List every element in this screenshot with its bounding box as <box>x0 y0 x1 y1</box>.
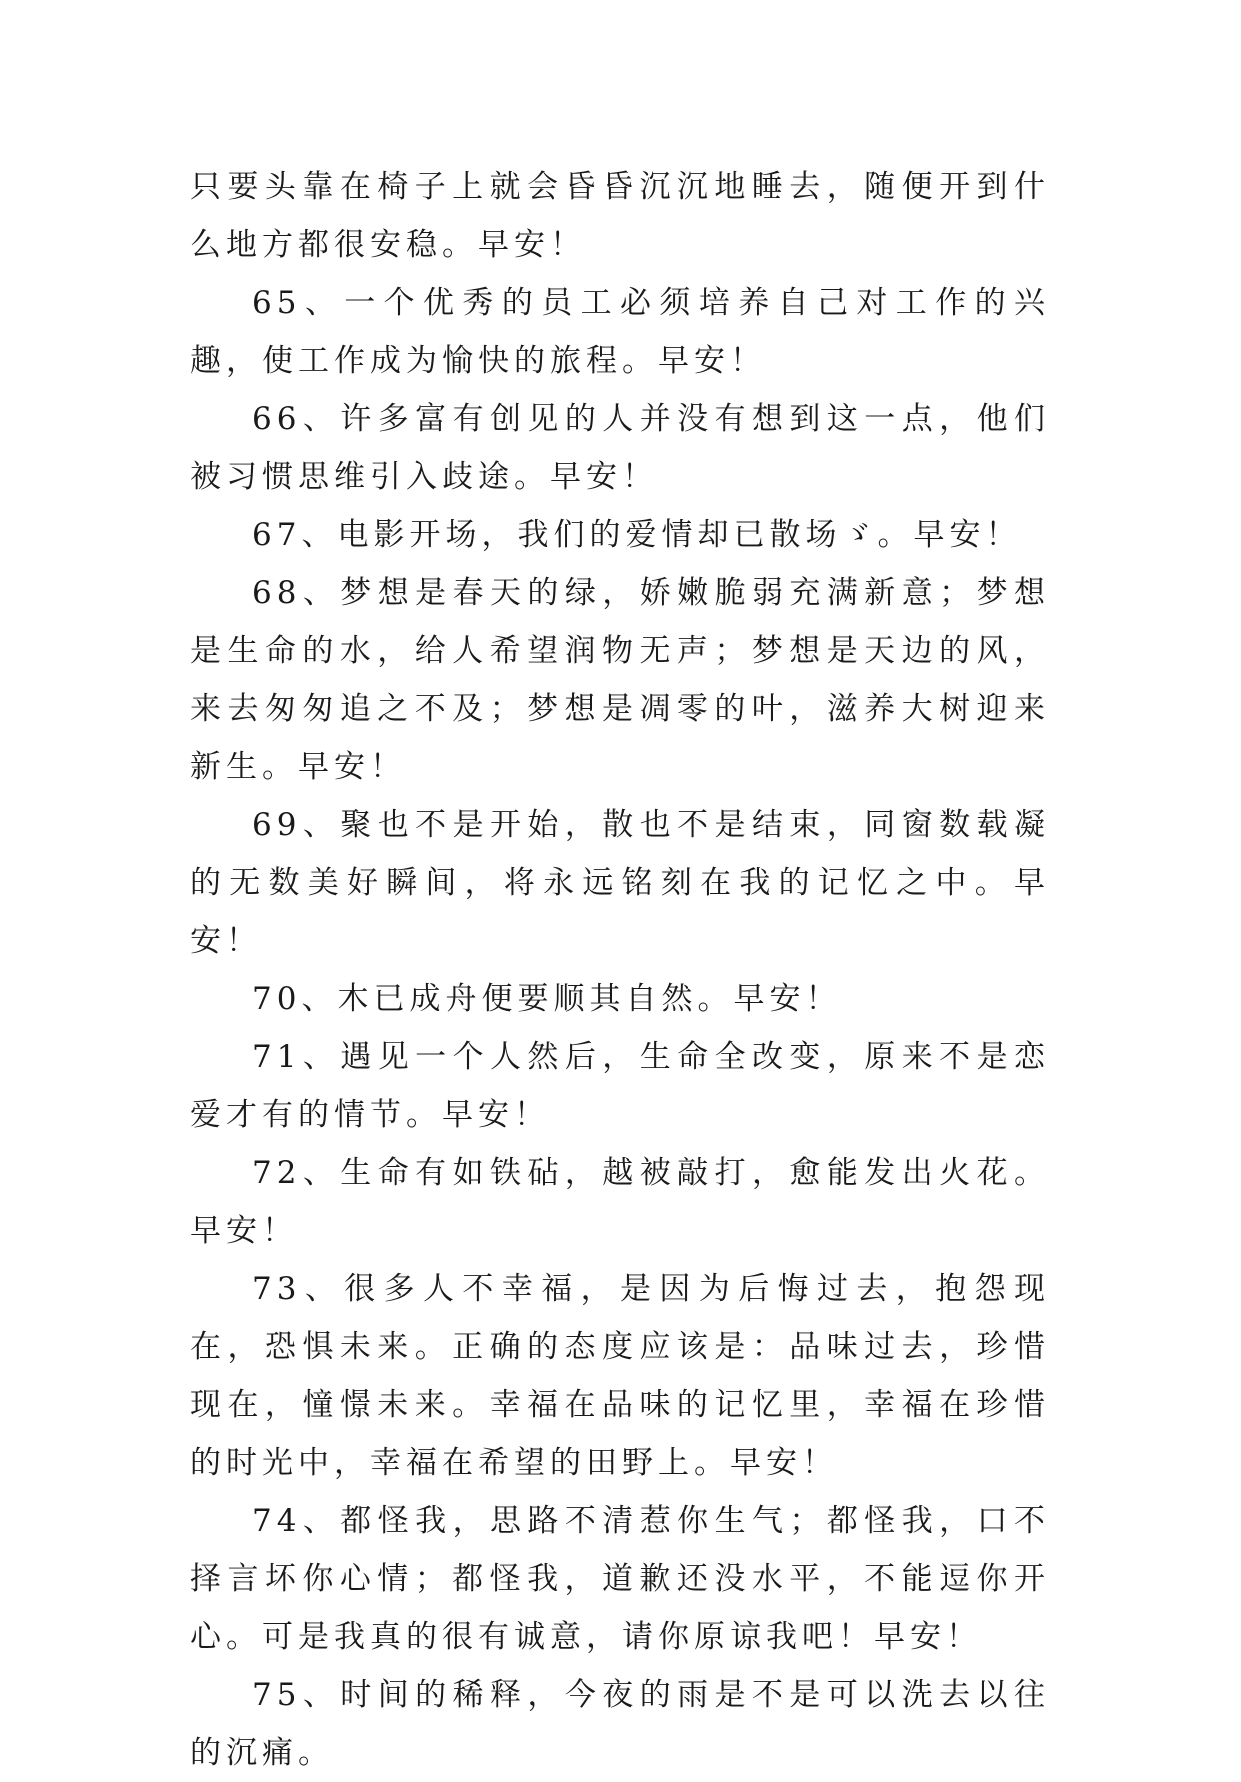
paragraph-75: 75、时间的稀释，今夜的雨是不是可以洗去以往的沉痛。 <box>190 1677 1050 1771</box>
paragraph-67: 67、电影开场，我们的爱情却已散场ゞ。早安！ <box>252 517 1022 553</box>
paragraph-70: 70、木已成舟便要顺其自然。早安！ <box>252 981 842 1017</box>
paragraph-71: 71、遇见一个人然后，生命全改变，原来不是恋爱才有的情节。早安！ <box>190 1039 1050 1133</box>
paragraph-72: 72、生命有如铁砧，越被敲打，愈能发出火花。早安！ <box>190 1155 1050 1249</box>
paragraph-68: 68、梦想是春天的绿，娇嫩脆弱充满新意；梦想是生命的水，给人希望润物无声；梦想是天边的风，来去匆匆追之不及；梦想是凋零的叶，滋养大树迎来新生。早安！ <box>190 575 1050 785</box>
paragraph-73: 73、很多人不幸福，是因为后悔过去，抱怨现在，恐惧未来。正确的态度应该是：品味过去，珍惜现在，憧憬未来。幸福在品味的记忆里，幸福在珍惜的时光中，幸福在希望的田野上。早安！ <box>190 1271 1050 1481</box>
paragraph-continuation: 只要头靠在椅子上就会昏昏沉沉地睡去，随便开到什么地方都很安稳。早安！ <box>190 169 1050 263</box>
paragraph-69: 69、聚也不是开始，散也不是结束，同窗数载凝的无数美好瞬间，将永远铭刻在我的记忆之中。早安！ <box>190 807 1050 959</box>
paragraph-65: 65、一个优秀的员工必须培养自己对工作的兴趣，使工作成为愉快的旅程。早安！ <box>190 285 1050 379</box>
document-body <box>190 158 1050 1782</box>
paragraph-66: 66、许多富有创见的人并没有想到这一点，他们被习惯思维引入歧途。早安！ <box>190 401 1050 495</box>
paragraph-74: 74、都怪我，思路不清惹你生气；都怪我，口不择言坏你心情；都怪我，道歉还没水平，不能逗你开心。可是我真的很有诚意，请你原谅我吧！早安！ <box>190 1503 1050 1655</box>
